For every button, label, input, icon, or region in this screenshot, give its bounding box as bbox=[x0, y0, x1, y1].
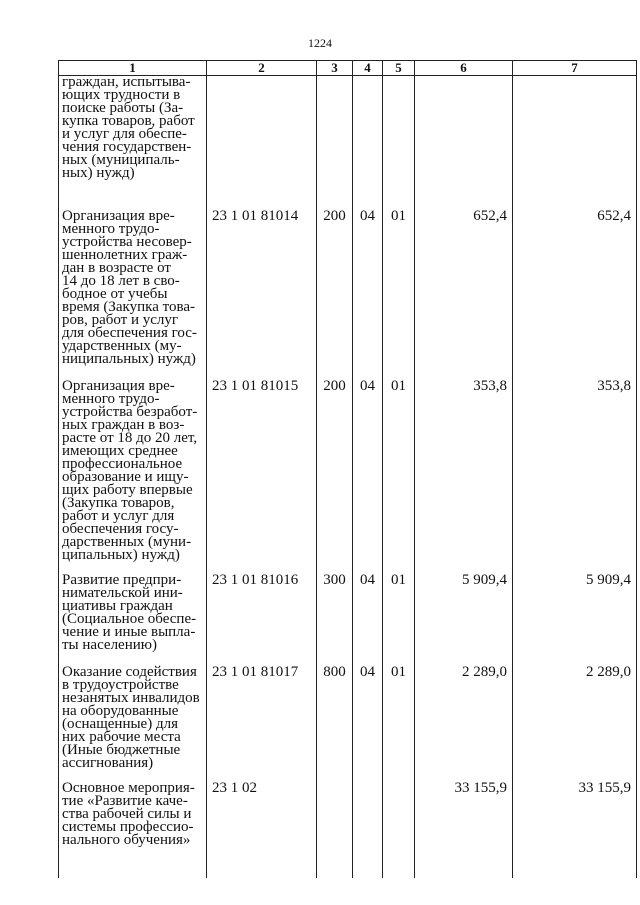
row-rz: 04 bbox=[353, 380, 383, 574]
row-pr: 01 bbox=[383, 210, 415, 380]
row-pr bbox=[383, 76, 415, 210]
table-row bbox=[59, 210, 637, 380]
row-sum-2: 353,8 bbox=[513, 380, 637, 574]
row-sum-2: 33 155,9 bbox=[513, 782, 637, 878]
row-rz: 04 bbox=[353, 210, 383, 380]
budget-table bbox=[58, 60, 637, 878]
row-vr: 800 bbox=[317, 666, 353, 782]
row-vr: 200 bbox=[317, 380, 353, 574]
row-sum-2: 5 909,4 bbox=[513, 574, 637, 666]
column-header-2: 2 bbox=[207, 61, 317, 76]
budget-table-container bbox=[58, 60, 636, 848]
row-code bbox=[207, 76, 317, 210]
row-vr: 200 bbox=[317, 210, 353, 380]
row-code: 23 1 01 81014 bbox=[207, 210, 317, 380]
row-name: Организация вре- менного трудо- устройства несовер- шеннолетних граж- дан в возрасте от 14 до 18 лет в сво- бодное от учебы время (Закупка това- ров, работ и услуг для обеспечения гос- ударственных (му- ниципальных) нужд) bbox=[59, 210, 207, 380]
row-vr: 300 bbox=[317, 574, 353, 666]
row-name: Развитие предпри- нимательской ини- циативы граждан (Социальное обеспе- чение и иные выпла- ты населению) bbox=[59, 574, 207, 666]
table-row bbox=[59, 782, 637, 878]
row-name: Основное мероприя- тие «Развитие каче- ства рабочей силы и системы профессио- нального обучения» bbox=[59, 782, 207, 878]
row-pr bbox=[383, 782, 415, 878]
column-header-6: 6 bbox=[415, 61, 513, 76]
page-number: 1224 bbox=[308, 36, 332, 50]
row-pr: 01 bbox=[383, 380, 415, 574]
row-name: Организация вре- менного трудо- устройства безработ- ных граждан в воз- расте от 18 до 20 лет, имеющих среднее профессиональное образование и ищу- щих работу впервые (Закупка товаров, работ и услуг для обеспечения госу- дарственных (муни- ципальных) нужд) bbox=[59, 380, 207, 574]
column-header-4: 4 bbox=[353, 61, 383, 76]
row-sum-1: 5 909,4 bbox=[415, 574, 513, 666]
row-sum-1: 353,8 bbox=[415, 380, 513, 574]
row-code: 23 1 02 bbox=[207, 782, 317, 878]
row-rz bbox=[353, 76, 383, 210]
table-row bbox=[59, 574, 637, 666]
row-vr bbox=[317, 782, 353, 878]
table-row bbox=[59, 76, 637, 210]
row-rz bbox=[353, 782, 383, 878]
column-header-1: 1 bbox=[59, 61, 207, 76]
row-code: 23 1 01 81016 bbox=[207, 574, 317, 666]
row-sum-2: 2 289,0 bbox=[513, 666, 637, 782]
column-header-3: 3 bbox=[317, 61, 353, 76]
row-rz: 04 bbox=[353, 574, 383, 666]
row-sum-1: 33 155,9 bbox=[415, 782, 513, 878]
table-row bbox=[59, 380, 637, 574]
row-name: Оказание содействия в трудоустройстве незанятых инвалидов на оборудованные (оснащенные) для них рабочие места (Иные бюджетные ассигнования) bbox=[59, 666, 207, 782]
row-sum-1: 2 289,0 bbox=[415, 666, 513, 782]
row-rz: 04 bbox=[353, 666, 383, 782]
row-name: граждан, испытыва- ющих трудности в поиске работы (За- купка товаров, работ и услуг для обеспе- чения государствен- ных (муниципаль- ных) нужд) bbox=[59, 76, 207, 210]
row-pr: 01 bbox=[383, 574, 415, 666]
row-code: 23 1 01 81017 bbox=[207, 666, 317, 782]
row-sum-1: 652,4 bbox=[415, 210, 513, 380]
row-sum-2: 652,4 bbox=[513, 210, 637, 380]
column-header-5: 5 bbox=[383, 61, 415, 76]
row-vr bbox=[317, 76, 353, 210]
column-header-7: 7 bbox=[513, 61, 637, 76]
table-row bbox=[59, 666, 637, 782]
row-code: 23 1 01 81015 bbox=[207, 380, 317, 574]
row-pr: 01 bbox=[383, 666, 415, 782]
row-sum-1 bbox=[415, 76, 513, 210]
row-sum-2 bbox=[513, 76, 637, 210]
